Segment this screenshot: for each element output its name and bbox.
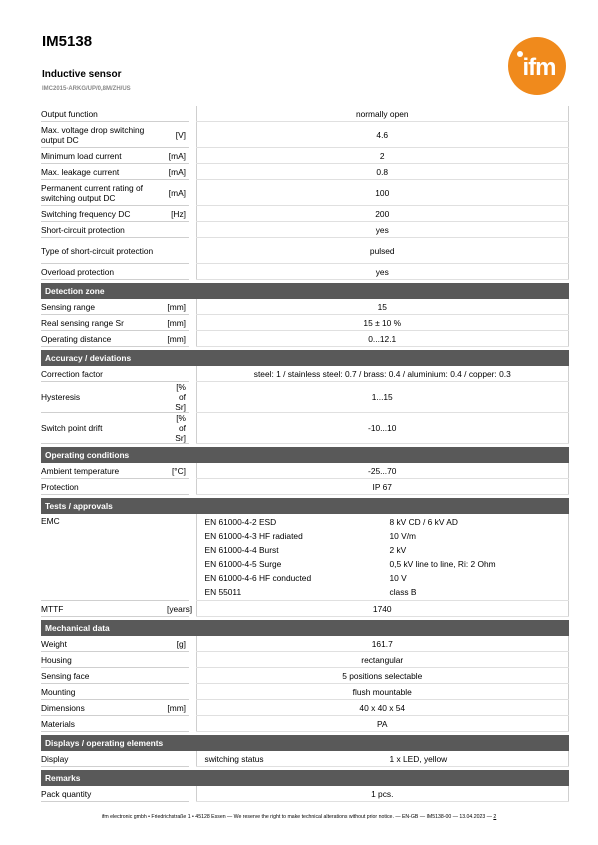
emc-standard: EN 61000-4-4 Burst (204, 545, 279, 555)
pack-row (41, 786, 569, 802)
spec-value: 40 x 40 x 54 (196, 700, 569, 716)
emc-standard: EN 61000-4-3 HF radiated (204, 531, 303, 541)
emc-row (197, 585, 569, 599)
spec-unit: [Hz] (167, 206, 189, 222)
mechanical-data-header (41, 620, 569, 636)
section-title: Mechanical data (41, 620, 569, 636)
spec-label: Overload protection (41, 264, 167, 280)
emc-value: 10 V (389, 573, 407, 583)
spec-row (41, 122, 569, 148)
spec-label: Hysteresis (41, 382, 167, 413)
spec-unit (167, 652, 189, 668)
spec-value: steel: 1 / stainless steel: 0.7 / brass: 0.4 / aluminium: 0.4 / copper: 0.3 (196, 366, 569, 382)
spec-value: 0.8 (196, 164, 569, 180)
spec-unit: [mA] (167, 164, 189, 180)
spec-unit: [% of Sr] (167, 413, 189, 444)
emc-row (197, 515, 569, 529)
spec-row (41, 206, 569, 222)
spec-unit: [mm] (167, 700, 189, 716)
spec-unit: [mA] (167, 180, 189, 206)
spec-value: yes (196, 222, 569, 238)
spec-unit: [g] (167, 636, 189, 652)
display-key: switching status (204, 753, 264, 764)
spec-row (41, 106, 569, 122)
emc-value: 0,5 kV line to line, Ri: 2 Ohm (389, 559, 496, 569)
spec-value: pulsed (196, 238, 569, 264)
spec-value: 15 (196, 299, 569, 315)
spec-label: Protection (41, 479, 167, 495)
emc-row (197, 557, 569, 571)
detection-zone-header (41, 283, 569, 299)
article-code: IMC2015-ARKG/UP/0,8M/ZH/US (42, 86, 131, 92)
spec-unit: [mm] (167, 315, 189, 331)
spec-unit (167, 366, 189, 382)
accuracy-row (41, 366, 569, 382)
spec-value: 1740 (196, 601, 569, 617)
spec-row (41, 238, 569, 264)
mechanical-row (41, 684, 569, 700)
spec-label: Real sensing range Sr (41, 315, 167, 331)
spec-label: MTTF (41, 601, 167, 617)
spec-unit: [mm] (167, 299, 189, 315)
mttf-row (41, 601, 569, 617)
section-title: Operating conditions (41, 447, 569, 463)
spec-unit (167, 264, 189, 280)
emc-row (197, 529, 569, 543)
mechanical-row (41, 652, 569, 668)
spec-value: yes (196, 264, 569, 280)
spec-value: 4.6 (196, 122, 569, 148)
spec-unit (167, 479, 189, 495)
emc-row-group (41, 514, 569, 601)
spec-value: 1 pcs. (196, 786, 569, 802)
spec-label: Mounting (41, 684, 167, 700)
spec-label: Short-circuit protection (41, 222, 167, 238)
accuracy-deviations-header (41, 350, 569, 366)
tests-approvals-header (41, 498, 569, 514)
spec-value: -25...70 (196, 463, 569, 479)
emc-value: 8 kV CD / 6 kV AD (389, 517, 458, 527)
spec-label: Weight (41, 636, 167, 652)
footer-text: ifm electronic gmbh • Friedrichstraße 1 • 45128 Essen — We reserve the right to make technical alterations without prior notice. — EN-GB — IM5138-00 — 13.04.2023 — (101, 814, 492, 820)
spec-value: -10...10 (196, 413, 569, 444)
emc-value: 10 V/m (389, 531, 417, 541)
section-title: Remarks (41, 770, 569, 786)
spec-label: Dimensions (41, 700, 167, 716)
logo-text: ifm (522, 54, 556, 81)
spec-unit: [V] (167, 122, 189, 148)
emc-standard: EN 61000-4-5 Surge (204, 559, 282, 569)
accuracy-row (41, 413, 569, 444)
spec-row (41, 164, 569, 180)
spec-unit (167, 106, 189, 122)
spec-row (41, 222, 569, 238)
spec-label: Permanent current rating of switching output DC (41, 180, 167, 206)
spec-label: Operating distance (41, 331, 167, 347)
mechanical-row (41, 636, 569, 652)
spec-value: 200 (196, 206, 569, 222)
displays-operating-header (41, 735, 569, 751)
emc-value: class B (389, 587, 417, 597)
spec-label: Materials (41, 716, 167, 732)
operating-row (41, 463, 569, 479)
spec-label: Minimum load current (41, 148, 167, 164)
spec-row (41, 264, 569, 280)
detection-row (41, 331, 569, 347)
emc-standard: EN 61000-4-6 HF conducted (204, 573, 312, 583)
spec-label: Correction factor (41, 366, 167, 382)
emc-standard: EN 61000-4-2 ESD (204, 517, 277, 527)
emc-standard: EN 55011 (204, 587, 242, 597)
section-title: Displays / operating elements (41, 735, 569, 751)
spec-value: IP 67 (196, 479, 569, 495)
mechanical-row (41, 668, 569, 684)
page-footer (0, 814, 598, 820)
spec-unit: [mA] (167, 148, 189, 164)
mechanical-row (41, 700, 569, 716)
operating-row (41, 479, 569, 495)
spec-label: Output function (41, 106, 167, 122)
mechanical-row (41, 716, 569, 732)
display-value: 1 x LED, yellow (389, 753, 448, 764)
emc-row (197, 543, 569, 557)
emc-row (197, 571, 569, 585)
emc-label: EMC (41, 514, 167, 601)
ifm-logo (508, 37, 566, 95)
spec-label: Housing (41, 652, 167, 668)
page-number[interactable]: 2 (493, 814, 497, 820)
section-title: Tests / approvals (41, 498, 569, 514)
section-title: Detection zone (41, 283, 569, 299)
spec-value: 100 (196, 180, 569, 206)
product-title: IM5138 (42, 33, 93, 50)
spec-row (41, 148, 569, 164)
spec-label: Max. leakage current (41, 164, 167, 180)
spec-label: Max. voltage drop switching output DC (41, 122, 167, 148)
spec-value: 161.7 (196, 636, 569, 652)
spec-unit (167, 684, 189, 700)
spec-label: Switching frequency DC (41, 206, 167, 222)
spec-row (41, 180, 569, 206)
spec-value: PA (196, 716, 569, 732)
spec-unit (167, 238, 189, 264)
spec-label: Type of short-circuit protection (41, 238, 167, 264)
spec-unit: [°C] (167, 463, 189, 479)
accuracy-row (41, 382, 569, 413)
detection-row (41, 299, 569, 315)
product-type: Inductive sensor (42, 69, 122, 80)
spec-unit: [mm] (167, 331, 189, 347)
spec-label: Display (41, 751, 167, 767)
display-row (41, 751, 569, 767)
spec-label: Sensing range (41, 299, 167, 315)
operating-conditions-header (41, 447, 569, 463)
detection-row (41, 315, 569, 331)
remarks-header (41, 770, 569, 786)
spec-table (41, 106, 569, 802)
spec-unit (167, 668, 189, 684)
emc-value: 2 kV (389, 545, 407, 555)
spec-label: Ambient temperature (41, 463, 167, 479)
spec-value: 1...15 (196, 382, 569, 413)
spec-value: flush mountable (196, 684, 569, 700)
spec-unit (167, 222, 189, 238)
spec-value: 15 ± 10 % (196, 315, 569, 331)
spec-unit: [years] (167, 601, 189, 617)
spec-label: Sensing face (41, 668, 167, 684)
spec-value: 0...12.1 (196, 331, 569, 347)
spec-label: Pack quantity (41, 786, 167, 802)
emc-table (197, 515, 569, 599)
spec-unit (167, 716, 189, 732)
spec-value: 5 positions selectable (196, 668, 569, 684)
spec-label: Switch point drift (41, 413, 167, 444)
spec-value: normally open (196, 106, 569, 122)
spec-value: 2 (196, 148, 569, 164)
section-title: Accuracy / deviations (41, 350, 569, 366)
spec-unit: [% of Sr] (167, 382, 189, 413)
spec-value: rectangular (196, 652, 569, 668)
